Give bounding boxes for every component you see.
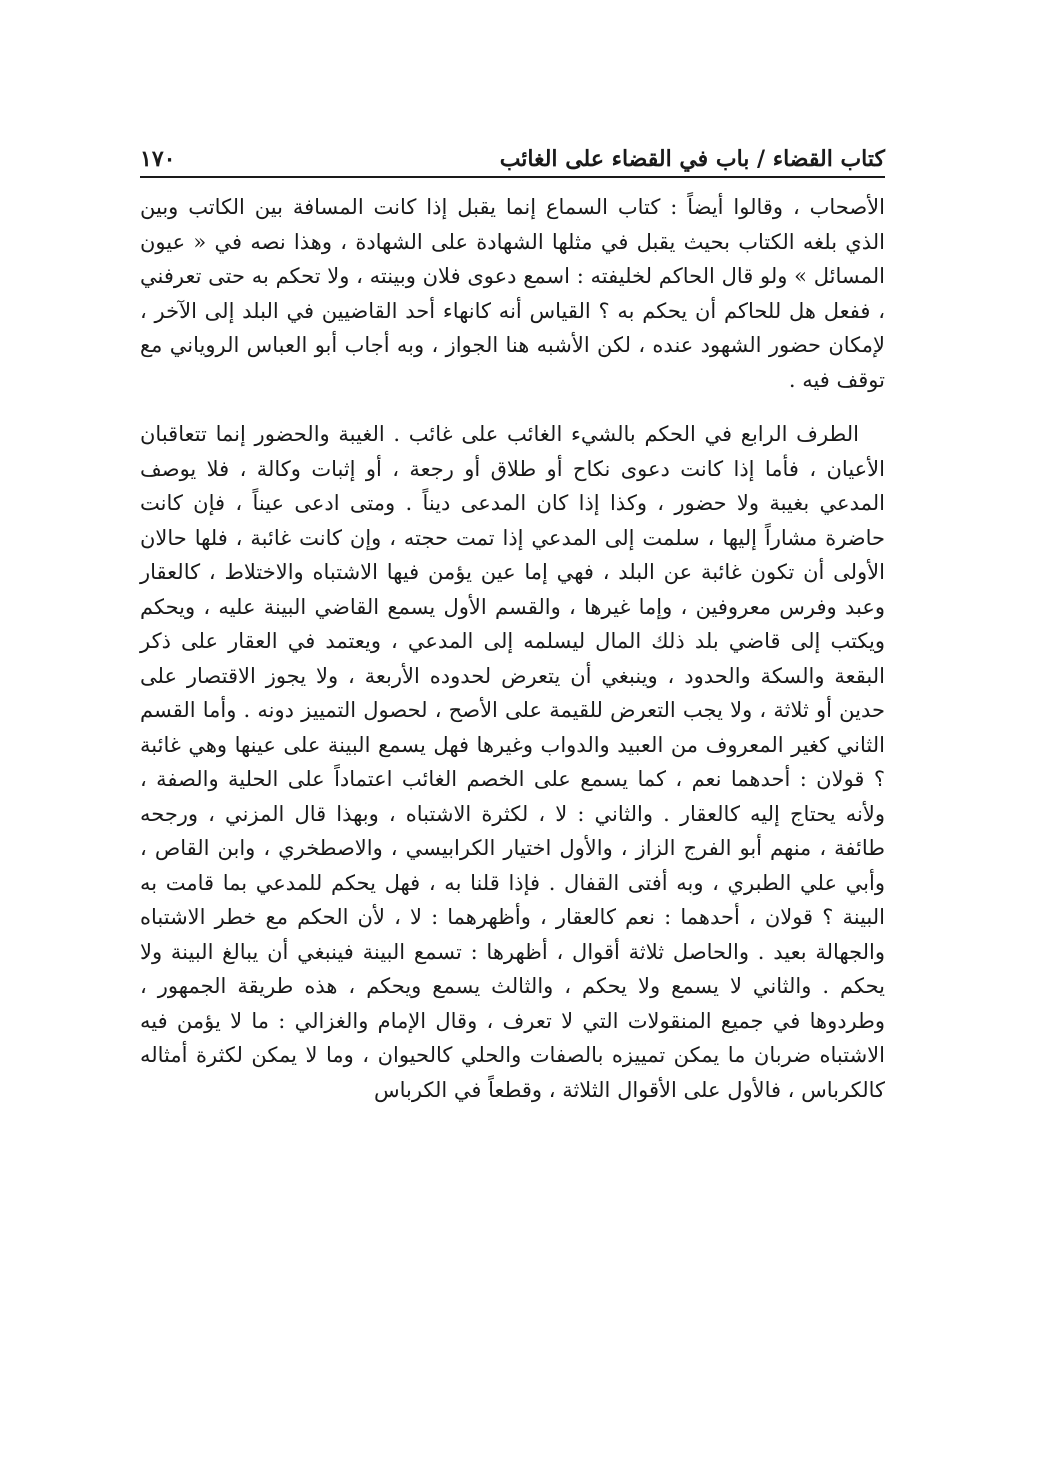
paragraph: الطرف الرابع في الحكم بالشيء الغائب على غائب . الغيبة والحضور إنما تتعاقبان الأعيان ، فأما إذا كانت دعوى نكاح أو طلاق أو رجعة ، أو إثبات وكالة ، فلا يوصف المدعي بغيبة ولا حضور ، وكذا إذا كان المدعى ديناً . ومتى ادعى عيناً ، فإن كانت حاضرة مشاراً إليها ، سلمت إلى المدعي إذا تمت حجته ، وإن كانت غائبة ، فلها حالان الأولى أن تكون غائبة عن البلد ، فهي إما عين يؤمن فيها الاشتباه والاختلاط ، كالعقار وعبد وفرس معروفين ، وإما غيرها ، والقسم الأول يسمع القاضي البينة عليه ، ويحكم ويكتب إلى قاضي بلد ذلك المال ليسلمه إلى المدعي ، ويعتمد في العقار على ذكر البقعة والسكة والحدود ، وينبغي أن يتعرض لحدوده الأربعة ، ولا يجوز الاقتصار على حدين أو ثلاثة ، ولا يجب التعرض للقيمة على الأصح ، لحصول التمييز دونه . وأما القسم الثاني كغير المعروف من العبيد والدواب وغيرها فهل يسمع البينة على عينها وهي غائبة ؟ قولان : أحدهما نعم ، كما يسمع على الخصم الغائب اعتماداً على الحلية والصفة ، ولأنه يحتاج إليه كالعقار . والثاني : لا ، لكثرة الاشتباه ، وبهذا قال المزني ، ورجحه طائفة ، منهم أبو الفرج الزاز ، والأول اختيار الكرابيسي ، والاصطخري ، وابن القاص ، وأبي علي الطبري ، وبه أفتى القفال . فإذا قلنا به ، فهل يحكم للمدعي بما قامت به البينة ؟ قولان ، أحدهما : نعم كالعقار ، وأظهرهما : لا ، لأن الحكم مع خطر الاشتباه والجهالة بعيد . والحاصل ثلاثة أقوال ، أظهرها : تسمع البينة فينبغي أن يبالغ البينة ولا يحكم . والثاني لا يسمع ولا يحكم ، والثالث يسمع ويحكم ، هذه طريقة الجمهور ، وطردوها في جميع المنقولات التي لا تعرف ، وقال الإمام والغزالي : ما لا يؤمن فيه الاشتباه ضربان ما يمكن تمييزه بالصفات والحلي كالحيوان ، وما لا يمكن لكثرة أمثاله كالكرباس ، فالأول على الأقوال الثلاثة ، وقطعاً في الكرباس bbox=[140, 422, 885, 1102]
running-head bbox=[140, 132, 885, 172]
paragraph: الأصحاب ، وقالوا أيضاً : كتاب السماع إنما يقبل إذا كانت المسافة بين الكاتب وبين الذي بلغه الكتاب بحيث يقبل في مثلها الشهادة على الشهادة ، وهذا نصه في « عيون المسائل » ولو قال الحاكم لخليفته : اسمع دعوى فلان وبينته ، ولا تحكم به حتى تعرفني ، ففعل هل للحاكم أن يحكم به ؟ القياس أنه كانهاء أحد القاضيين في البلد إلى الآخر ، لإمكان حضور الشهود عنده ، لكن الأشبه هنا الجواز ، وبه أجاب أبو العباس الروياني مع توقف فيه . bbox=[140, 195, 885, 392]
header-rule bbox=[140, 176, 885, 178]
body-text bbox=[140, 190, 885, 1107]
page-number: ١٧٠ bbox=[140, 146, 176, 172]
running-title: كتاب القضاء / باب في القضاء على الغائب bbox=[499, 146, 885, 172]
